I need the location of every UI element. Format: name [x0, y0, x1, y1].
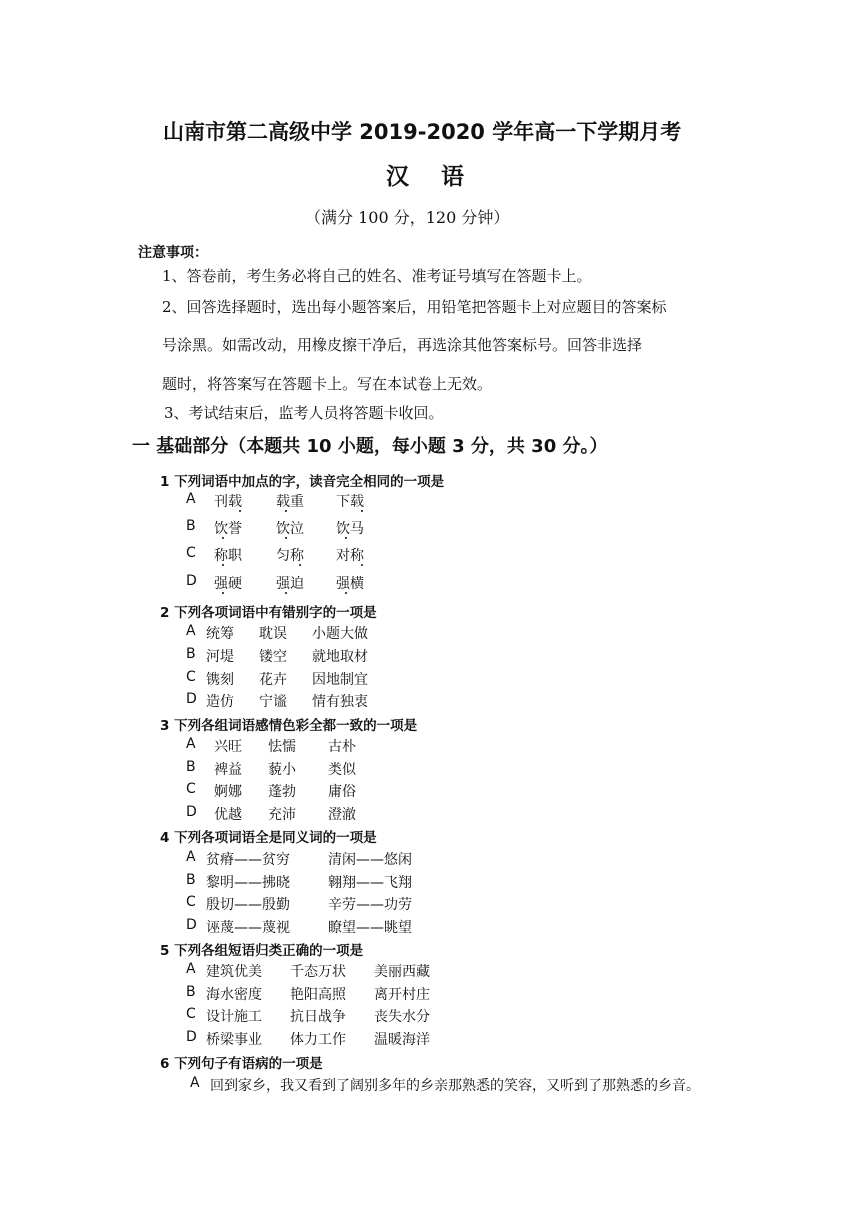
option-word: 情有独衷 — [312, 694, 368, 710]
notes-title: 注意事项： — [138, 245, 208, 261]
option-word: 兴旺 — [214, 739, 242, 755]
score-info: （满分 100 分，120 分钟） — [305, 208, 510, 227]
option-letter: C — [186, 1006, 196, 1022]
option-word: 小题大做 — [312, 626, 368, 642]
emphasis-dot — [239, 510, 241, 512]
emphasis-dot — [361, 510, 363, 512]
option-letter: D — [186, 1029, 197, 1045]
option-letter: A — [186, 736, 196, 752]
emphasis-dot — [285, 537, 287, 539]
emphasis-dot — [361, 564, 363, 566]
option-word: 贫瘠——贫穷 — [206, 852, 290, 868]
q5-option-c — [186, 1006, 430, 1026]
option-letter: B — [186, 518, 196, 534]
option-word: 强迫 — [276, 576, 304, 592]
option-word: 匀称 — [276, 548, 304, 564]
option-letter: D — [186, 917, 197, 933]
note-line-2: 2、回答选择题时，选出每小题答案后，用铅笔把答题卡上对应题目的答案标 — [162, 298, 667, 316]
option-letter: A — [186, 491, 196, 507]
note-line-3: 号涂黑。如需改动，用橡皮擦干净后，再选涂其他答案标号。回答非选择 — [162, 336, 643, 354]
q3-option-d — [186, 804, 356, 824]
option-letter: A — [186, 961, 196, 977]
option-word: 桥梁事业 — [206, 1032, 262, 1048]
q2-option-b — [186, 646, 368, 666]
exam-title: 山南市第二高级中学 2019-2020 学年高一下学期月考 — [163, 120, 682, 144]
q2-option-c — [186, 669, 368, 689]
emphasis-dot — [345, 537, 347, 539]
emphasis-dot — [285, 510, 287, 512]
option-word: 强硬 — [214, 576, 242, 592]
subject-title: 汉语 — [386, 164, 496, 190]
q4-option-a — [186, 849, 412, 869]
option-letter: C — [186, 781, 196, 797]
option-word: 饮泣 — [276, 521, 304, 537]
note-line-5: 3、考试结束后，监考人员将答题卡收回。 — [164, 404, 444, 422]
option-word: 类似 — [328, 762, 356, 778]
option-word: 瞭望——眺望 — [328, 920, 412, 936]
option-word: 殷切——殷勤 — [206, 897, 290, 913]
emphasis-dot — [222, 592, 224, 594]
option-word: 丧失水分 — [374, 1009, 430, 1025]
q3-option-b — [186, 759, 356, 779]
question-3-stem: 3 下列各组词语感情色彩全都一致的一项是 — [160, 718, 418, 734]
emphasis-dot — [222, 564, 224, 566]
q5-option-b — [186, 984, 430, 1004]
option-word: 下载 — [336, 494, 364, 510]
option-word: 河堤 — [206, 649, 234, 665]
q1-option-b — [186, 518, 364, 538]
option-letter: B — [186, 646, 196, 662]
question-1-stem: 1 下列词语中加点的字，读音完全相同的一项是 — [160, 474, 445, 490]
option-letter: B — [186, 872, 196, 888]
option-word: 统筹 — [206, 626, 234, 642]
option-word: 清闲——悠闲 — [328, 852, 412, 868]
option-word: 称职 — [214, 548, 242, 564]
option-word: 怯懦 — [268, 739, 296, 755]
option-word: 就地取材 — [312, 649, 368, 665]
q4-option-b — [186, 872, 412, 892]
option-word: 离开村庄 — [374, 987, 430, 1003]
question-5-stem: 5 下列各组短语归类正确的一项是 — [160, 943, 364, 959]
option-word: 蓬勃 — [268, 784, 296, 800]
option-word: 婀娜 — [214, 784, 242, 800]
option-word: 辛劳——功劳 — [328, 897, 412, 913]
emphasis-dot — [299, 564, 301, 566]
q1-option-c — [186, 545, 364, 565]
option-letter: B — [186, 984, 196, 1000]
option-word: 载重 — [276, 494, 304, 510]
option-word: 裨益 — [214, 762, 242, 778]
emphasis-dot — [285, 592, 287, 594]
option-word: 澄澈 — [328, 807, 356, 823]
option-word: 镂空 — [259, 649, 287, 665]
option-word: 对称 — [336, 548, 364, 564]
option-word: 宁谧 — [259, 694, 287, 710]
option-letter: D — [186, 691, 197, 707]
note-line-1: 1、答卷前，考生务必将自己的姓名、准考证号填写在答题卡上。 — [162, 267, 592, 285]
option-word: 因地制宜 — [312, 672, 368, 688]
option-letter: C — [186, 545, 196, 561]
option-letter: D — [186, 804, 197, 820]
option-letter: D — [186, 573, 197, 589]
option-word: 海水密度 — [206, 987, 262, 1003]
question-4-stem: 4 下列各项词语全是同义词的一项是 — [160, 830, 377, 846]
option-letter: C — [186, 894, 196, 910]
option-word: 美丽西藏 — [374, 964, 430, 980]
option-word: 饮马 — [336, 521, 364, 537]
option-word: 翱翔——飞翔 — [328, 875, 412, 891]
q2-option-d — [186, 691, 368, 711]
option-word: 藐小 — [268, 762, 296, 778]
question-6-stem: 6 下列句子有语病的一项是 — [160, 1056, 323, 1072]
option-word: 镌刻 — [206, 672, 234, 688]
option-word: 刊载 — [214, 494, 242, 510]
option-word: 强横 — [336, 576, 364, 592]
option-word: 古朴 — [328, 739, 356, 755]
option-word: 抗日战争 — [290, 1009, 346, 1025]
emphasis-dot — [222, 537, 224, 539]
option-letter: A — [190, 1075, 200, 1091]
option-word: 温暖海洋 — [374, 1032, 430, 1048]
option-word: 黎明——拂晓 — [206, 875, 290, 891]
section-heading: 一 基础部分（本题共 10 小题，每小题 3 分，共 30 分。） — [132, 436, 608, 457]
option-word: 造仿 — [206, 694, 234, 710]
q2-option-a — [186, 623, 368, 643]
q5-option-d — [186, 1029, 430, 1049]
note-line-4: 题时，将答案写在答题卡上。写在本试卷上无效。 — [162, 375, 493, 393]
q5-option-a — [186, 961, 430, 981]
q4-option-c — [186, 894, 412, 914]
option-word: 艳阳高照 — [290, 987, 346, 1003]
option-word: 庸俗 — [328, 784, 356, 800]
option-word: 设计施工 — [206, 1009, 262, 1025]
q6-option-a — [190, 1075, 700, 1095]
option-word: 体力工作 — [290, 1032, 346, 1048]
option-letter: C — [186, 669, 196, 685]
option-word: 诬蔑——蔑视 — [206, 920, 290, 936]
q1-option-a — [186, 491, 364, 511]
option-word: 耽误 — [259, 626, 287, 642]
q1-option-d — [186, 573, 364, 593]
option-letter: A — [186, 623, 196, 639]
question-2-stem: 2 下列各项词语中有错别字的一项是 — [160, 605, 377, 621]
option-word: 花卉 — [259, 672, 287, 688]
q3-option-c — [186, 781, 356, 801]
option-letter: B — [186, 759, 196, 775]
option-word: 回到家乡，我又看到了阔别多年的乡亲那熟悉的笑容，又听到了那熟悉的乡音。 — [210, 1078, 700, 1094]
emphasis-dot — [345, 592, 347, 594]
option-word: 建筑优美 — [206, 964, 262, 980]
option-letter: A — [186, 849, 196, 865]
option-word: 充沛 — [268, 807, 296, 823]
q3-option-a — [186, 736, 356, 756]
option-word: 饮誉 — [214, 521, 242, 537]
q4-option-d — [186, 917, 412, 937]
option-word: 优越 — [214, 807, 242, 823]
option-word: 千态万状 — [290, 964, 346, 980]
